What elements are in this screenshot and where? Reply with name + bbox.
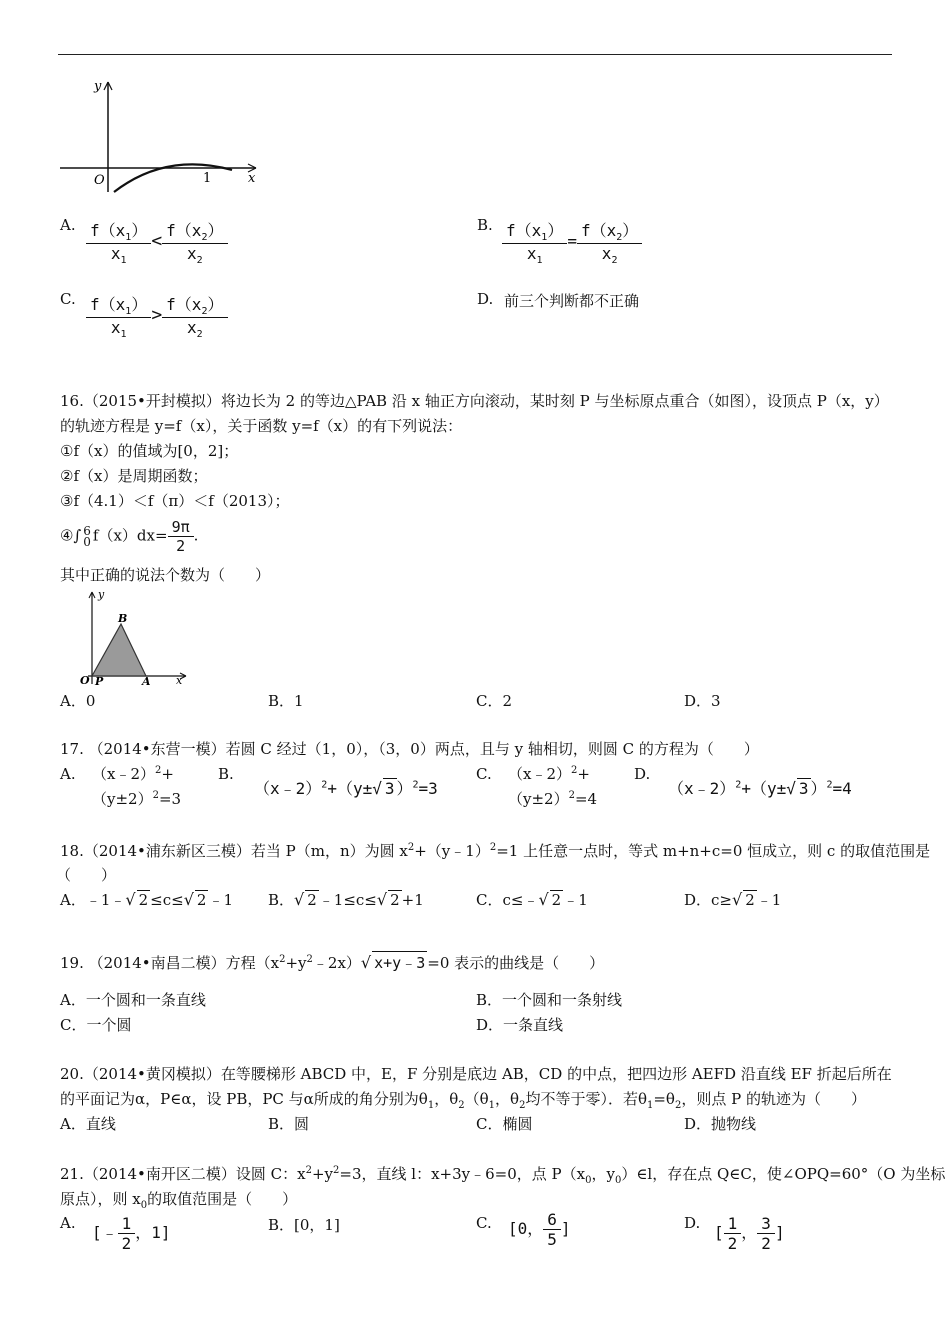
q17-c-label: C. [476,765,492,783]
q21-c-expr: [0， $\frac{6}{5}$ ] [508,1210,571,1249]
q21-line1: 21.（2014•南开区二模）设圆 C：$x^2+y^2=3$，直线 l：x+3y﹣6=0，点 $P(x_0$，$y_0)\in l$，存在点 Q∈C，使∠OPQ=60°（O 为坐标 [60,1165,946,1186]
q16-s1: ①f（x）的值域为[0，2]； [60,442,239,460]
q17-c-line1: （x﹣2）$^2$+ [508,765,590,783]
q16-s4: ④∫ 6 0 f（x）dx= $\frac{9\pi}{2}$ . [60,518,199,555]
q15-c-frac2: $\frac{f(x_2)}{x_2}$ [162,292,227,340]
q21-c-label: C. [476,1214,492,1232]
q16-fig-y: y [98,588,105,601]
q16-frac: $\frac{9\pi}{2}$ [168,518,194,555]
q16-fig-o: O [80,674,90,686]
q18-opt-d: D．c≥√ 2 ﹣1 [684,890,782,909]
q21-d-frac2: $\frac{3}{2}$ [757,1214,775,1253]
q17-stem: 17. （2014•东营一模）若圆 C 经过（1，0），（3，0）两点，且与 y 轴相切，则圆 C 的方程为（ ） [60,740,759,758]
triangle-pab [92,624,146,676]
fig15-x: x [248,171,256,186]
q20-opt-a: A．直线 [60,1115,116,1133]
q21-a-label: A. [60,1214,76,1232]
q15-b-frac2: $\frac{f(x_2)}{x_2}$ [577,218,642,266]
q18-line1: 18.（2014•浦东新区三模）若当 P（m，n）为圆 $x^2+(y﹣1)^2=1$ 上任意一点时，等式 m+n+c=0 恒成立，则 c 的取值范围是 [60,842,931,860]
q16-ask: 其中正确的说法个数为（ ） [60,566,271,584]
q16-line1: 16.（2015•开封模拟）将边长为 2 的等边△PAB 沿 x 轴正方向滚动，某时刻 P 与坐标原点重合（如图），设顶点 P（x，y） [60,392,889,410]
q15-a-frac1: $\frac{f(x_1)}{x_1}$ [86,218,151,266]
q21-d-expr: [ $\frac{1}{2}$ ， $\frac{3}{2}$ ] [714,1214,785,1253]
fig15-one: 1 [203,171,212,186]
q20-opt-d: D．抛物线 [684,1115,757,1133]
q20-line2: 的平面记为α，P∈α，设 PB，PC 与α所成的角分别为$\theta_1$，$\theta_2(\theta_1$，$\theta_2$均不等于零）．若$\theta_1=\theta_2$，则点 P 的轨迹为（ ） [60,1090,866,1111]
q16-line2: 的轨迹方程是 y=f（x），关于函数 y=f（x）的有下列说法： [60,417,463,435]
fig15-o: O [94,173,105,188]
header-rule [58,54,892,55]
q16-opt-c: C．2 [476,692,513,710]
q19-opt-d: D．一条直线 [476,1016,564,1034]
q17-a-line2: $(y\pm 2)^2=3$ [92,790,182,808]
q21-d-frac1: $\frac{1}{2}$ [724,1214,742,1253]
q15-c-expr: $\frac{f(x_1)}{x_1}$ > $\frac{f(x_2)}{x_2}$ [86,292,228,340]
q21-line2: 原点），则 $x_0$的取值范围是（ ） [60,1190,298,1211]
q15-c-label: C. [60,290,76,308]
q15-a-expr: $\frac{f(x_1)}{x_1}$ < $\frac{f(x_2)}{x_2}$ [86,218,228,266]
q19-stem: 19. （2014•南昌二模）方程$(x^2+y^2﹣2x)√$ x+y﹣3 =0 表示的曲线是（ ） [60,953,605,972]
q15-d-text: 前三个判断都不正确 [504,292,640,310]
q16-opt-d: D．3 [684,692,721,710]
q19-opt-c: C．一个圆 [60,1016,132,1034]
q15-a-label: A. [60,216,76,234]
q17-b-label: B. [218,765,234,783]
q15-a-frac2: $\frac{f(x_2)}{x_2}$ [162,218,227,266]
q16-fig-a: A [142,675,151,686]
q18-opt-a: A．﹣1﹣√ 2 ≤c≤√ 2 ﹣1 [60,890,233,909]
q18-opt-c: C．c≤﹣√ 2 ﹣1 [476,890,588,909]
q15-b-frac1: $\frac{f(x_1)}{x_1}$ [502,218,567,266]
q20-opt-b: B．圆 [268,1115,310,1133]
fig15-y: y [94,79,102,94]
q16-graph [58,586,198,686]
q16-fig-p: P [95,675,104,686]
q15-c-frac1: $\frac{f(x_1)}{x_1}$ [86,292,151,340]
q16-opt-a: A．0 [60,692,96,710]
q18-opt-b: B．√ 2 ﹣1≤c≤√ 2 +1 [268,890,424,909]
q17-d-expr: （x﹣2）$^2$+（y±√ 3 ）$^2$=4 [668,779,852,798]
q15-d-label: D. [477,290,494,308]
q16-s3: ③f（4.1）＜f（π）＜f（2013）； [60,492,290,510]
q16-s2: ②f（x）是周期函数； [60,467,208,485]
q19-opt-b: B．一个圆和一条射线 [476,991,623,1009]
q21-opt-b: B．[0，1] [268,1216,340,1234]
q15-b-label: B. [477,216,493,234]
q17-d-label: D. [634,765,651,783]
q17-c-line2: $(y\pm 2)^2=4$ [508,790,598,808]
q16-fig-b: B [118,612,128,625]
q18-line2: （ ） [56,866,117,884]
q16-fig-x: x [176,674,183,686]
q21-c-frac: $\frac{6}{5}$ [543,1210,561,1249]
q21-a-expr: [﹣ $\frac{1}{2}$ ，1] [92,1214,171,1253]
q21-a-frac: $\frac{1}{2}$ [118,1214,136,1253]
q20-line1: 20.（2014•黄冈模拟）在等腰梯形 ABCD 中，E，F 分别是底边 AB，CD 的中点，把四边形 AEFD 沿直线 EF 折起后所在 [60,1065,892,1083]
q19-opt-a: A．一个圆和一条直线 [60,991,206,1009]
q21-d-label: D. [684,1214,701,1232]
q17-b-expr: （x﹣2）$^2$+（y±√ 3 ）$^2$=3 [254,779,438,798]
q20-opt-c: C．椭圆 [476,1115,533,1133]
q15-b-expr: $\frac{f(x_1)}{x_1}$ = $\frac{f(x_2)}{x_2}$ [502,218,642,266]
q16-opt-b: B．1 [268,692,304,710]
q17-a-line1: （x﹣2）$^2$+ [92,765,174,783]
q17-a-label: A. [60,765,76,783]
q15-graph [56,74,266,194]
